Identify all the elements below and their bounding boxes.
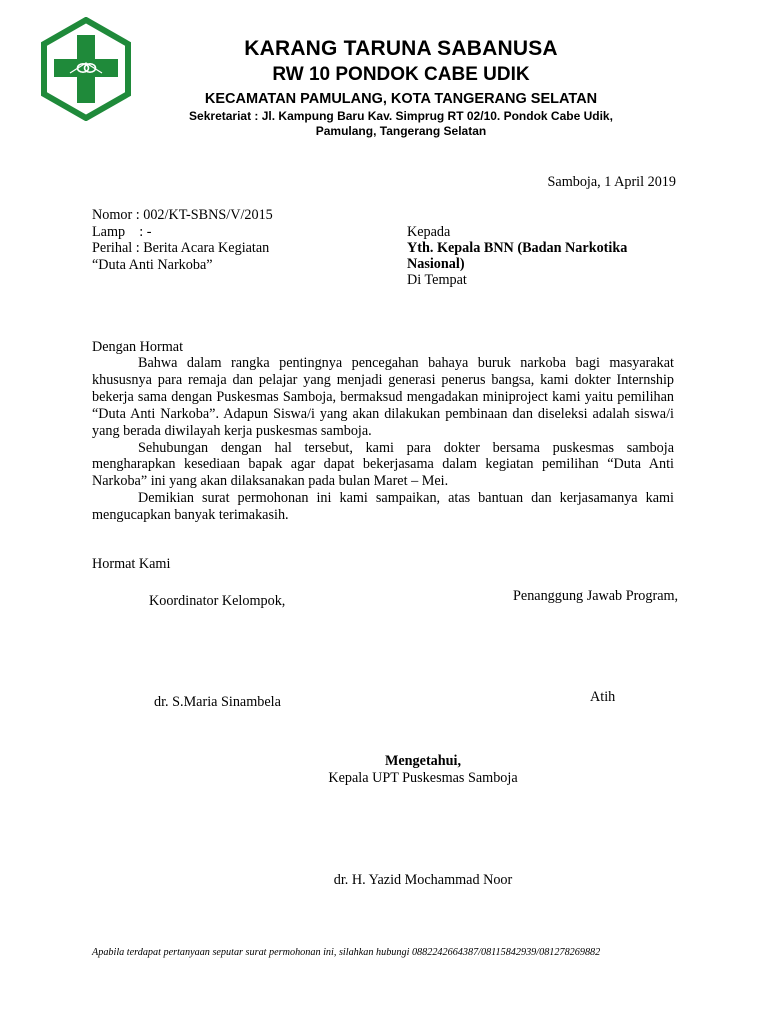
recipient-to: Kepada xyxy=(407,224,451,240)
letter-number: Nomor : 002/KT-SBNS/V/2015 xyxy=(92,207,273,223)
letter-attachment: Lamp : - xyxy=(92,224,152,240)
footer-note: Apabila terdapat pertanyaan seputar surat permohonan ini, silahkan hubungi 0882242664387/08115842939/081278269882 xyxy=(92,947,601,958)
sign-left-name: dr. S.Maria Sinambela xyxy=(154,694,281,710)
letter-body xyxy=(92,355,674,524)
acknowledge-title: Kepala UPT Puskesmas Samboja xyxy=(328,770,518,786)
org-district: KECAMATAN PAMULANG, KOTA TANGERANG SELATAN xyxy=(204,91,598,107)
body-paragraph: Demikian surat permohonan ini kami sampaikan, atas bantuan dan kerjasamanya kami mengucapkan banyak terimakasih. xyxy=(92,490,674,524)
sign-left-title: Koordinator Kelompok, xyxy=(149,593,286,609)
body-paragraph: Sehubungan dengan hal tersebut, kami para dokter bersama puskesmas samboja mengharapkan kesediaan bapak agar dapat bekerjasama dalam kegiatan pemilihan “Duta Anti Narkoba” ini yang akan dilaksanakan pada bulan Maret – Mei. xyxy=(92,439,674,490)
recipient-name-line2: Nasional) xyxy=(407,256,465,272)
body-paragraph: Bahwa dalam rangka pentingnya pencegahan bahaya buruk narkoba bagi masyarakat khususnya para remaja dan pelajar yang menjadi generasi penerus bangsa, kami dokter Internship bekerja sama dengan Puskesmas Samboja, bermaksud mengadakan miniproject kami yaitu pemilihan “Duta Anti Narkoba”. Adapun Siswa/i yang akan dilakukan pembinaan dan diseleksi adalah siswa/i yang berada diwilayah kerja puskesmas samboja. xyxy=(92,355,674,439)
closing: Hormat Kami xyxy=(92,556,171,572)
acknowledge-label: Mengetahui, xyxy=(384,753,462,769)
letter-date: Samboja, 1 April 2019 xyxy=(547,174,676,190)
org-rw: RW 10 PONDOK CABE UDIK xyxy=(272,64,530,85)
org-name: KARANG TARUNA SABANUSA xyxy=(244,37,558,60)
org-address-line1: Sekretariat : Jl. Kampung Baru Kav. Simprug RT 02/10. Pondok Cabe Udik, xyxy=(189,109,613,123)
recipient-name-line1: Yth. Kepala BNN (Badan Narkotika xyxy=(407,240,628,256)
acknowledge-name: dr. H. Yazid Mochammad Noor xyxy=(333,872,513,888)
letter-subject: Perihal : Berita Acara Kegiatan xyxy=(92,240,270,256)
greeting: Dengan Hormat xyxy=(92,339,184,355)
recipient-place: Di Tempat xyxy=(407,272,467,288)
sign-right-name: Atih xyxy=(590,689,616,705)
org-address-line2: Pamulang, Tangerang Selatan xyxy=(315,124,487,138)
letter-subject-cont: “Duta Anti Narkoba” xyxy=(92,257,213,273)
sign-right-title: Penanggung Jawab Program, xyxy=(513,588,679,604)
